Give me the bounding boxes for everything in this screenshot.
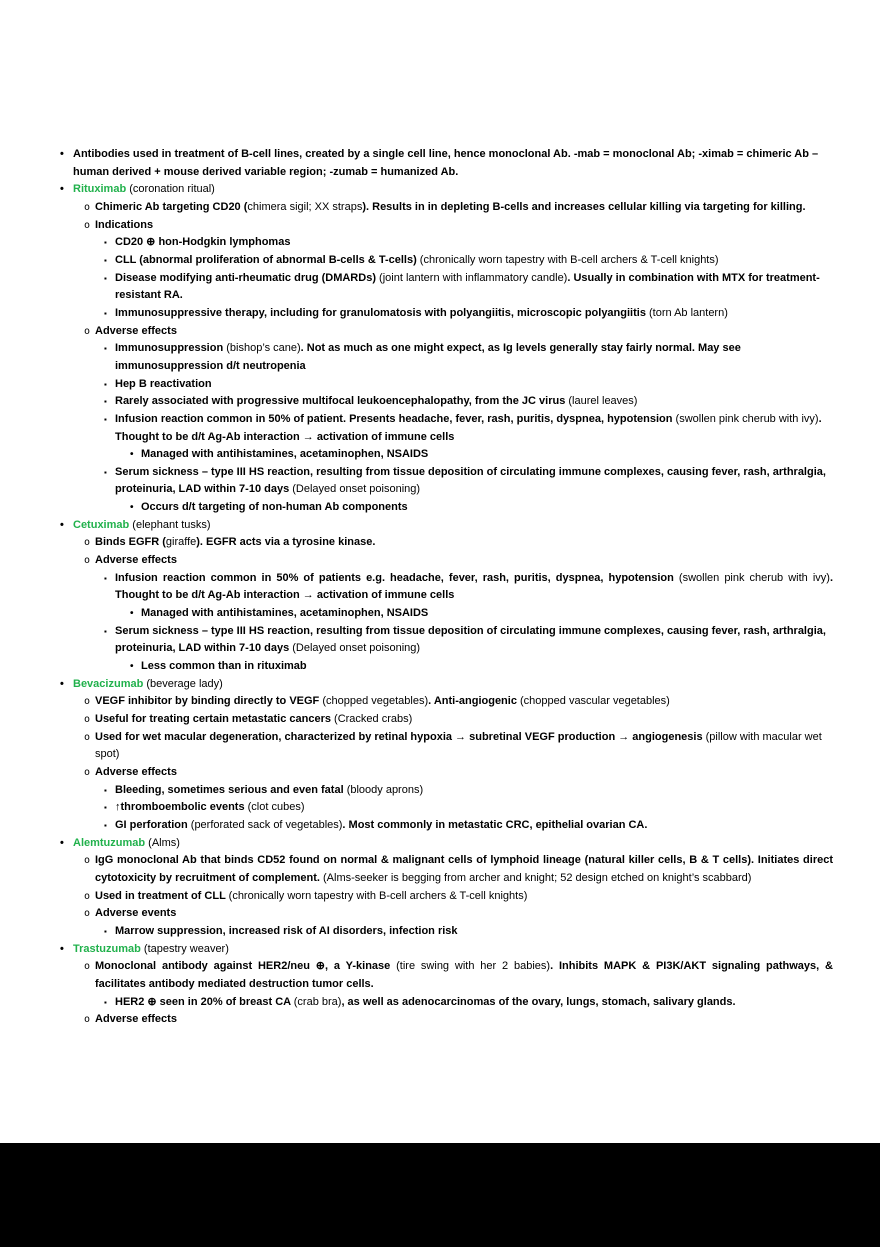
- list-item: [0, 199, 833, 217]
- list-item: [0, 941, 833, 959]
- list-item: [0, 146, 833, 181]
- bullet-marker-icon: •: [60, 518, 64, 531]
- list-item: [0, 534, 833, 552]
- bullet-marker-icon: •: [60, 836, 64, 849]
- list-item: [0, 305, 833, 323]
- text-segment: . Most commonly in metastatic CRC, epithelial ovarian CA.: [342, 818, 648, 831]
- bullet-marker-icon: •: [60, 148, 64, 160]
- text-segment: Chimeric Ab targeting CD20 (: [95, 200, 248, 213]
- bullet-marker-icon: •: [60, 183, 64, 196]
- list-item: [0, 234, 833, 252]
- bullet-marker-icon: ▪: [104, 255, 107, 265]
- text-segment: (Cracked crabs): [334, 713, 413, 725]
- bullet-marker-icon: o: [84, 219, 91, 231]
- list-item: [0, 835, 833, 853]
- text-segment: Occurs d/t targeting of non-human Ab components: [141, 501, 408, 514]
- list-item: [0, 217, 833, 235]
- text-segment: Used for wet macular degeneration, characterized by retinal hypoxia → subretinal VEGF production → angiogenesis: [95, 730, 706, 743]
- text-segment: (chronically worn tapestry with B-cell archers & T-cell knights): [228, 889, 528, 902]
- text-segment: CD20 ⊕ hon-Hodgkin lymphomas: [115, 236, 291, 249]
- text-segment: Monoclonal antibody against HER2/neu ⊕, a Y-kinase: [95, 960, 397, 973]
- text-segment: (pillow with macular wet spot): [95, 730, 822, 761]
- list-item: [0, 658, 833, 676]
- list-item: [0, 1011, 833, 1029]
- text-segment: Adverse events: [95, 907, 177, 920]
- bullet-marker-icon: ▪: [104, 414, 107, 424]
- text-segment: Disease modifying anti-rheumatic drug (DMARDs): [115, 271, 380, 284]
- bullet-marker-icon: o: [84, 537, 91, 549]
- drug-name: Bevacizumab: [73, 677, 144, 690]
- text-segment: Adverse effects: [95, 324, 177, 337]
- list-item: [0, 782, 833, 800]
- text-segment: (tire swing with her 2 babies): [396, 960, 551, 973]
- bullet-marker-icon: •: [60, 942, 64, 955]
- text-segment: (perforated sack of vegetables): [190, 818, 343, 831]
- bullet-marker-icon: ▪: [104, 397, 107, 407]
- text-segment: . Inhibits MAPK & PI3K/AKT signaling pathways, & facilitates antibody mediated destruction tumor cells.: [95, 960, 833, 990]
- text-segment: Hep B reactivation: [115, 377, 212, 390]
- text-segment: (bloody aprons): [346, 783, 424, 796]
- list-item: [0, 764, 833, 782]
- list-item: [0, 799, 833, 817]
- text-segment: Less common than in rituximab: [141, 660, 307, 673]
- bullet-marker-icon: ▪: [104, 308, 107, 318]
- text-segment: (clot cubes): [247, 801, 305, 814]
- text-segment: Rarely associated with progressive multifocal leukoencephalopathy, from the JC virus: [115, 395, 569, 408]
- bullet-marker-icon: •: [60, 677, 64, 690]
- text-segment: Indications: [95, 218, 154, 231]
- text-segment: Managed with antihistamines, acetaminophen, NSAIDS: [141, 607, 429, 620]
- bullet-marker-icon: o: [84, 201, 91, 213]
- text-segment: Adverse effects: [95, 1013, 177, 1026]
- text-segment: HER2 ⊕ seen in 20% of breast CA: [115, 995, 294, 1008]
- text-segment: . Usually in combination with MTX for treatment-resistant RA.: [115, 271, 820, 302]
- text-segment: Immunosuppressive therapy, including for granulomatosis with polyangiitis, microscopic polyangiitis: [115, 306, 649, 319]
- list-item: [0, 376, 833, 394]
- bullet-marker-icon: ▪: [104, 803, 107, 813]
- document-body: [0, 146, 833, 1029]
- text-segment: Bleeding, sometimes serious and even fatal: [115, 783, 347, 796]
- text-segment: , as well as adenocarcinomas of the ovary, lungs, stomach, salivary glands.: [341, 995, 736, 1008]
- bullet-marker-icon: o: [84, 1014, 91, 1026]
- drug-name: Cetuximab: [73, 518, 130, 531]
- text-segment: (Alms-seeker is begging from archer and knight; 52 design etched on knight’s scabbard): [323, 871, 752, 884]
- list-item: [0, 270, 833, 305]
- bullet-marker-icon: o: [84, 908, 91, 920]
- text-segment: (Delayed onset poisoning): [292, 483, 421, 496]
- list-item: [0, 340, 833, 375]
- list-item: [0, 958, 833, 993]
- text-segment: Binds EGFR (: [95, 536, 166, 549]
- text-segment: CLL (abnormal proliferation of abnormal B-cells & T-cells): [115, 253, 420, 266]
- list-item: [0, 570, 833, 605]
- bullet-marker-icon: ▪: [104, 573, 107, 583]
- text-segment: Serum sickness – type III HS reaction, resulting from tissue deposition of circulating immune complexes, causing fever, rash, arthralgia, proteinuria, LAD within 7-10 days: [115, 624, 826, 655]
- text-segment: (chopped vascular vegetables): [520, 695, 670, 708]
- bullet-marker-icon: ▪: [104, 820, 107, 830]
- text-segment: . Thought to be d/t Ag-Ab interaction → activation of immune cells: [115, 571, 833, 602]
- list-item: [0, 994, 833, 1012]
- letterbox-bar: [0, 1143, 880, 1247]
- list-item: [0, 252, 833, 270]
- text-segment: VEGF inhibitor by binding directly to VEGF: [95, 695, 323, 708]
- text-segment: . Thought to be d/t Ag-Ab interaction → activation of immune cells: [115, 412, 822, 443]
- bullet-marker-icon: o: [84, 696, 91, 708]
- bullet-marker-icon: ▪: [104, 238, 107, 248]
- list-item: [0, 411, 833, 446]
- bullet-marker-icon: ▪: [104, 273, 107, 283]
- bullet-marker-icon: ▪: [104, 467, 107, 477]
- text-segment: (chronically worn tapestry with B-cell archers & T-cell knights): [419, 253, 719, 266]
- bullet-marker-icon: o: [84, 714, 91, 725]
- list-item: [0, 923, 833, 941]
- list-item: [0, 693, 833, 711]
- text-segment: (tapestry weaver): [140, 942, 229, 955]
- bullet-marker-icon: o: [84, 855, 91, 867]
- bullet-marker-icon: o: [84, 731, 91, 743]
- text-segment: Marrow suppression, increased risk of AI disorders, infection risk: [115, 924, 458, 937]
- text-segment: . Not as much as one might expect, as Ig levels generally stay fairly normal. May see immunosuppression d/t neutropenia: [115, 342, 741, 372]
- bullet-marker-icon: •: [130, 449, 134, 461]
- text-segment: (swollen pink cherub with ivy): [675, 412, 819, 425]
- bullet-marker-icon: •: [130, 502, 134, 514]
- list-item: [0, 888, 833, 906]
- text-segment: giraffe: [165, 536, 197, 549]
- bullet-marker-icon: ▪: [104, 785, 107, 795]
- list-item: [0, 711, 833, 729]
- list-item: [0, 499, 833, 517]
- bullet-marker-icon: •: [130, 661, 134, 673]
- text-segment: (joint lantern with inflammatory candle): [379, 271, 568, 284]
- text-segment: ). Results in in depleting B-cells and increases cellular killing via targeting for killing.: [362, 200, 806, 213]
- list-item: [0, 446, 833, 464]
- text-segment: IgG monoclonal Ab that binds CD52 found on normal & malignant cells of lymphoid lineage (natural killer cells, B & T cells). Initiates direct cytotoxicity by recruitment of complement.: [95, 854, 833, 884]
- list-item: [0, 517, 833, 535]
- bullet-marker-icon: o: [84, 555, 91, 567]
- bullet-marker-icon: o: [84, 890, 91, 902]
- bullet-marker-icon: ▪: [104, 626, 107, 636]
- text-segment: Immunosuppression: [115, 342, 227, 355]
- bullet-marker-icon: •: [130, 608, 134, 620]
- list-item: [0, 605, 833, 623]
- bullet-marker-icon: ▪: [104, 926, 107, 936]
- text-segment: (coronation ritual): [126, 183, 215, 196]
- list-item: [0, 817, 833, 835]
- text-segment: (beverage lady): [143, 677, 223, 690]
- list-item: [0, 676, 833, 694]
- bullet-marker-icon: ▪: [104, 379, 107, 389]
- text-segment: (Alms): [145, 836, 180, 849]
- list-item: [0, 852, 833, 887]
- text-segment: (laurel leaves): [568, 395, 638, 408]
- text-segment: (bishop’s cane): [226, 342, 301, 355]
- text-segment: GI perforation: [115, 818, 191, 831]
- text-segment: Managed with antihistamines, acetaminophen, NSAIDS: [141, 448, 429, 461]
- text-segment: Useful for treating certain metastatic cancers: [95, 713, 335, 725]
- text-segment: (chopped vegetables): [322, 695, 429, 708]
- list-item: [0, 323, 833, 341]
- text-segment: Used in treatment of CLL: [95, 889, 229, 902]
- text-segment: Infusion reaction common in 50% of patients e.g. headache, fever, rash, puritis, dyspnea, hypotension: [115, 571, 679, 584]
- bullet-marker-icon: o: [84, 961, 91, 973]
- bullet-marker-icon: o: [84, 766, 91, 778]
- list-item: [0, 729, 833, 764]
- bullet-marker-icon: ▪: [104, 344, 107, 354]
- text-segment: . Anti-angiogenic: [428, 695, 521, 708]
- text-segment: Serum sickness – type III HS reaction, resulting from tissue deposition of circulating immune complexes, causing fever, rash, arthralgia, proteinuria, LAD within 7-10 days: [115, 465, 826, 496]
- list-item: [0, 393, 833, 411]
- text-segment: (swollen pink cherub with ivy): [678, 571, 830, 584]
- text-segment: ↑thromboembolic events: [115, 801, 248, 814]
- text-segment: (crab bra): [293, 995, 342, 1008]
- list-item: [0, 464, 833, 499]
- drug-name: Trastuzumab: [73, 942, 141, 955]
- text-segment: Antibodies used in treatment of B-cell lines, created by a single cell line, hence monoclonal Ab. -mab = monoclonal Ab; -ximab = chimeric Ab – human derived + mouse derived variable region; -zumab = humanized Ab.: [73, 148, 819, 178]
- list-item: [0, 181, 833, 199]
- text-segment: chimera sigil; XX straps: [247, 200, 363, 213]
- list-item: [0, 623, 833, 658]
- text-segment: (Delayed onset poisoning): [292, 642, 421, 655]
- bullet-marker-icon: ▪: [104, 997, 107, 1007]
- drug-name: Alemtuzumab: [73, 836, 146, 849]
- text-segment: Infusion reaction common in 50% of patient. Presents headache, fever, rash, puritis, dyspnea, hypotension: [115, 412, 676, 425]
- list-item: [0, 552, 833, 570]
- drug-name: Rituximab: [73, 183, 127, 196]
- text-segment: Adverse effects: [95, 554, 177, 567]
- text-segment: Adverse effects: [95, 765, 177, 778]
- text-segment: ). EGFR acts via a tyrosine kinase.: [196, 536, 376, 549]
- text-segment: (torn Ab lantern): [649, 306, 728, 319]
- bullet-marker-icon: o: [84, 325, 91, 337]
- list-item: [0, 905, 833, 923]
- text-segment: (elephant tusks): [129, 518, 211, 531]
